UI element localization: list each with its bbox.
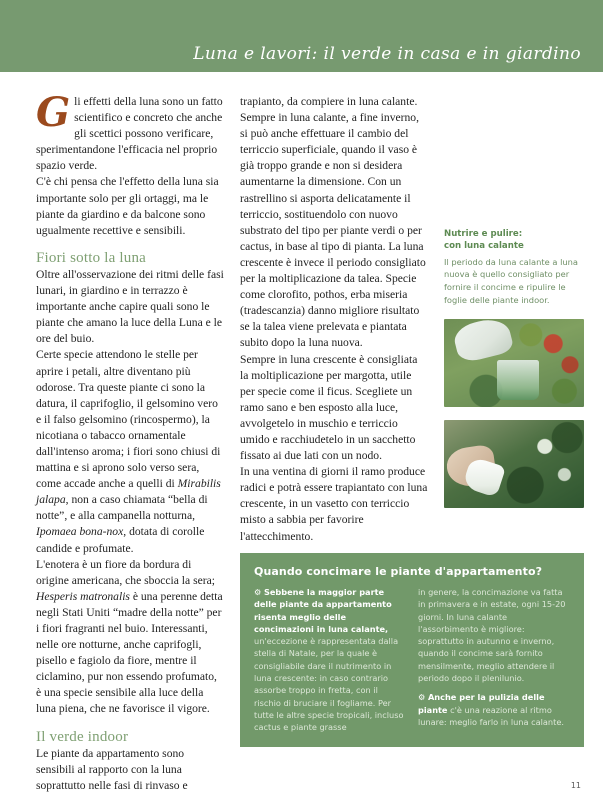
- mid-paragraph-1: trapianto, da compiere in luna calante. Sempre in luna calante, a fine inverno, si può anche effettuare il cambio del terriccio superficiale, quando il vaso è già troppo grande e non si desidera aumentarne la dimensione. Con un rastrellino si asporta delicatamente il terriccio, sostituendolo con nuovo substrato del tipo per piante verdi o per cactus, in base al tipo di pianta. La luna crescente è invece il periodo consigliato per la moltiplicazione da talea. Specie come clorofito, pothos, erba miseria (tradescanzia) danno migliore risultato se la talea viene prelevata e piantata subito dopo la luna nuova.: [240, 95, 426, 350]
- callout-right-rest: c'è una reazione al ritmo lunare: meglio farlo in luna calante.: [418, 704, 564, 727]
- s1p2-a: Certe specie attendono le stelle per aprire i petali, altre diventano più odorose. Tra queste piante ci sono la datura, il caprifoglio, il gelsomino vero e il falso gelsomino (rincospermo), la nicotiana o tabacco ornamentale dall'intenso aroma; i fiori sono chiusi di mattina e si aprono solo verso sera, come accade anche a quelli di: [36, 348, 221, 491]
- page-header: [0, 0, 603, 72]
- callout-left-paragraph: [254, 586, 404, 734]
- sidebar-title-line-2: con luna calante: [444, 241, 524, 252]
- callout-right-paragraph-1: in genere, la concimazione va fatta in primavera e in estate, ogni 15-20 giorni. In luna calante l'assorbimento è migliore: soprattutto in autunno e inverno, quando il concime sarà fornito mensilmente, meglio attendere il periodo dopo il plenilunio.: [418, 587, 566, 684]
- intro-paragraph-2: C'è chi pensa che l'effetto della luna sia importante solo per gli ortaggi, ma le piante da giardino e da balcone sono ugualmente recettive e sensibili.: [36, 175, 219, 237]
- s1p3-a: L'enotera è un fiore da bordura di origine americana, che sboccia la sera;: [36, 557, 215, 587]
- page-content: [0, 72, 603, 800]
- callout-left-lead: Sebbene la maggior parte delle piante da appartamento risenta meglio delle concimazioni in luna calante,: [254, 587, 392, 634]
- sidebar-title-line-1: Nutrire e pulire:: [444, 229, 523, 239]
- fertilizer-pouring-photo: [444, 319, 584, 407]
- callout-box-concimazione: [240, 553, 584, 747]
- callout-column-left: [254, 586, 404, 741]
- sidebar-body-text: Il periodo da luna calante a luna nuova è quello consigliato per fornire il concime e ripulire le foglie delle piante indoor.: [444, 256, 578, 305]
- callout-left-rest: un'eccezione è rappresentata dalla stella di Natale, per la quale è consigliabile dare il nutrimento in luna crescente: in caso contrario assorbe troppo in fretta, con il rischio di bruciare il fogliame. Per tutte le altre specie tropicali, incluso cactus e piante grasse: [254, 636, 404, 733]
- column-middle: [240, 94, 428, 545]
- section1-paragraph-3: [36, 557, 224, 718]
- callout-right-lead: Anche per la pulizia delle piante: [418, 692, 545, 715]
- s1p3-b: è una perenne detta negli Stati Uniti “madre della notte” per i fiori fragranti nel buio. Interessanti, nelle ore notturne, anche caprifogli, pisello e fagiolo da fiore, mentre il ciclamino, pur non essendo profumato, è una specie sensibile alla luce della luna piena, che ne favorisce il vigore.: [36, 589, 223, 716]
- s1p2-c: , dotata di corolle candide e profumate.: [36, 525, 205, 555]
- gear-bullet-icon-2: ⚙: [418, 692, 426, 703]
- species-name-ipomaea-bona-nox: Ipomaea bona-nox: [36, 525, 124, 539]
- section1-paragraph-1: Oltre all'osservazione dei ritmi delle fasi lunari, in giardino e in terrazzo è importante anche capire quali sono le piante che amano la luce della Luna e le ore del buio.: [36, 267, 224, 346]
- section-heading-fiori-sotto-la-luna: Fiori sotto la luna: [36, 249, 147, 266]
- s1p2-b: , non a caso chiamata “bella di notte”, e alla campanella notturna,: [36, 493, 208, 523]
- sidebar-nutrire-e-pulire: [444, 228, 584, 508]
- callout-title: Quando concimare le piante d'appartamento?: [254, 565, 543, 578]
- page-header-title: Luna e lavori: il verde in casa e in giardino: [193, 44, 581, 64]
- mid-paragraph-3: In una ventina di giorni il ramo produce radici e potrà essere trapiantato con luna crescente, in un vasetto con terriccio misto a sabbia per favorire l'attecchimento.: [240, 465, 428, 543]
- leaf-cleaning-photo: [444, 420, 584, 508]
- section2-paragraph-1: Le piante da appartamento sono sensibili al rapporto con la luna soprattutto nelle fasi di rinvaso e: [36, 746, 188, 792]
- callout-column-right: [418, 586, 568, 741]
- intro-paragraph-text: li effetti della luna sono un fatto scientifico e concreto che anche gli scettici possono verificare, sperimentandone l'efficacia nel proprio spazio verde.: [36, 95, 223, 173]
- callout-columns: [254, 586, 570, 741]
- species-name-hesperis-matronalis: Hesperis matronalis: [36, 589, 130, 603]
- page-number: 11: [570, 781, 581, 790]
- column-left: [36, 89, 224, 794]
- callout-right-paragraph-2: [418, 691, 568, 728]
- gear-bullet-icon: ⚙: [254, 587, 262, 597]
- intro-paragraph: [36, 89, 224, 174]
- section1-paragraph-2: [36, 347, 224, 556]
- section-heading-il-verde-indoor: Il verde indoor: [36, 728, 129, 745]
- sidebar-title: [444, 228, 584, 253]
- drop-cap-letter: G: [36, 89, 71, 136]
- mid-paragraph-2: Sempre in luna crescente è consigliata la moltiplicazione per margotta, utile per specie come il ficus. Scegliete un ramo sano e ben esposto alla luce, avvolgetelo in muschio e terriccio umido e racchiudetelo in un sacchetto fissato ai due lati con un nodo.: [240, 352, 418, 463]
- species-name-mirabilis-jalapa: Mirabilis jalapa: [36, 477, 221, 507]
